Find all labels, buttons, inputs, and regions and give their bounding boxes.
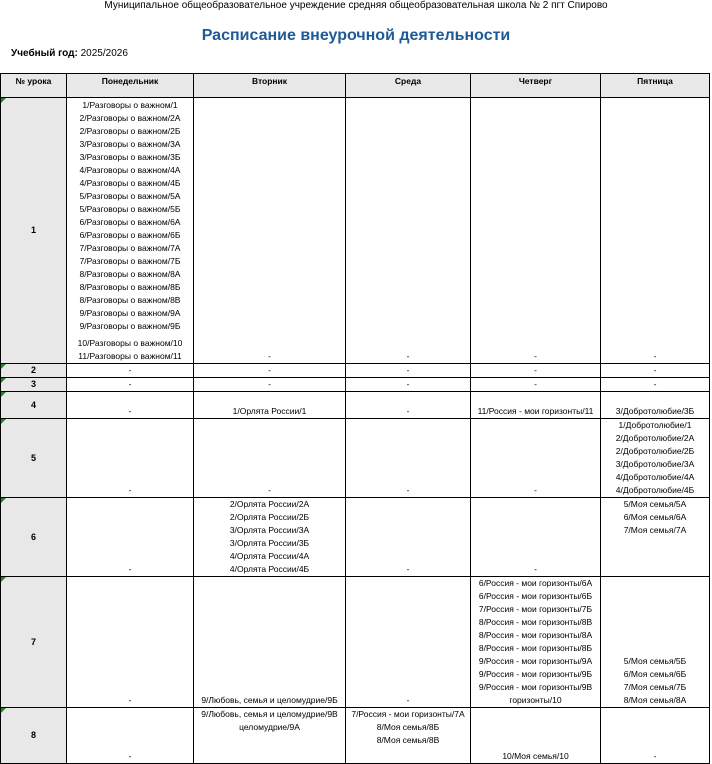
school-year-value: 2025/2026 (80, 48, 128, 59)
lesson-number: 8 (1, 708, 67, 764)
activity-entry: 9/Россия - мои горизонты/9В (478, 682, 593, 692)
activity-entry: - (128, 365, 132, 375)
table-row (1, 419, 710, 498)
cell-friday (601, 392, 710, 419)
activity-entry: горизонты/10 (509, 695, 562, 705)
activity-entry: - (534, 485, 537, 495)
cell-thursday (471, 364, 601, 378)
cell-wednesday (346, 98, 471, 364)
cell-wednesday (346, 708, 471, 764)
cell-thursday (471, 708, 601, 764)
cell-tuesday (194, 708, 346, 764)
school-year-label: Учебный год: (11, 48, 78, 59)
activity-entry: - (534, 379, 537, 389)
activity-entry: 5/Разговоры о важном/5А (79, 191, 181, 201)
activity-entry: 3/Добротолюбие/3А (615, 459, 695, 469)
activity-entry: 2/Разговоры о важном/2Б (79, 126, 181, 136)
activity-entry: целомудрие/9А (239, 722, 300, 732)
activity-entry: - (128, 564, 132, 574)
cell-monday (67, 364, 194, 378)
cell-monday (67, 708, 194, 764)
activity-entry: - (406, 406, 410, 416)
cell-thursday (471, 378, 601, 392)
activity-entry: 1/Орлята России/1 (232, 406, 307, 416)
activity-entry: 9/Любовь, семья и целомудрие/9Б (201, 695, 338, 705)
activity-entry: 10/Разговоры о важном/10 (77, 338, 183, 348)
table-row (1, 378, 710, 392)
activity-entry: 1/Добротолюбие/1 (618, 420, 692, 430)
activity-entry: - (653, 379, 657, 389)
cell-tuesday (194, 98, 346, 364)
activity-entry: - (406, 564, 410, 574)
header-lesson-number: № урока (1, 74, 67, 98)
activity-entry: 6/Моя семья/6А (623, 512, 687, 522)
activity-entry: - (268, 379, 271, 389)
activity-entry: 8/Россия - мои горизонты/8А (478, 630, 593, 640)
cell-friday (601, 498, 710, 577)
activity-entry: - (268, 365, 271, 375)
activity-entry: 9/Россия - мои горизонты/9А (478, 656, 593, 666)
cell-thursday (471, 98, 601, 364)
activity-entry: - (406, 379, 410, 389)
activity-entry: 7/Разговоры о важном/7А (79, 243, 181, 253)
activity-entry: - (128, 406, 132, 416)
header-row (1, 74, 710, 98)
header-tuesday: Вторник (194, 74, 346, 98)
table-row (1, 98, 710, 364)
cell-monday (67, 419, 194, 498)
activity-entry: 4/Добротолюбие/4А (615, 472, 695, 482)
cell-wednesday (346, 419, 471, 498)
cell-thursday (471, 392, 601, 419)
activity-entry: - (653, 351, 657, 361)
activity-entry: - (534, 351, 537, 361)
activity-entry: 6/Моя семья/6Б (623, 669, 687, 679)
activity-entry: 8/Моя семья/8А (623, 695, 687, 705)
activity-entry: 4/Разговоры о важном/4Б (79, 178, 181, 188)
activity-entry: - (406, 365, 410, 375)
cell-tuesday (194, 392, 346, 419)
cell-tuesday (194, 419, 346, 498)
cell-tuesday (194, 378, 346, 392)
cell-monday (67, 392, 194, 419)
activity-entry: 3/Разговоры о важном/3Б (79, 152, 181, 162)
lesson-number: 1 (1, 98, 67, 364)
cell-friday (601, 364, 710, 378)
activity-entry: 3/Орлята России/3Б (229, 538, 310, 548)
table-row (1, 577, 710, 708)
activity-entry: 8/Моя семья/8В (376, 735, 440, 745)
activity-entry: 4/Добротолюбие/4Б (615, 485, 695, 495)
lesson-number: 7 (1, 577, 67, 708)
cell-friday (601, 378, 710, 392)
activity-entry: 7/Разговоры о важном/7Б (79, 256, 181, 266)
activity-entry: - (128, 485, 132, 495)
table-row (1, 392, 710, 419)
activity-entry: 4/Орлята России/4А (229, 551, 310, 561)
cell-tuesday (194, 364, 346, 378)
lesson-number: 5 (1, 419, 67, 498)
school-name: Муниципальное общеобразовательное учреждение средняя общеобразовательная школа № 2 пгт Спирово (104, 0, 608, 11)
activity-entry: 8/Разговоры о важном/8А (79, 269, 181, 279)
cell-wednesday (346, 498, 471, 577)
activity-entry: 9/Разговоры о важном/9А (79, 308, 181, 318)
school-year (11, 48, 128, 60)
header-wednesday: Среда (346, 74, 471, 98)
cell-monday (67, 98, 194, 364)
activity-entry: - (653, 365, 657, 375)
activity-entry: 5/Моя семья/5Б (623, 656, 687, 666)
activity-entry: 3/Добротолюбие/3Б (615, 406, 695, 416)
activity-entry: 9/Разговоры о важном/9Б (79, 321, 181, 331)
activity-entry: 9/Любовь, семья и целомудрие/9В (201, 709, 338, 719)
cell-wednesday (346, 364, 471, 378)
activity-entry: - (534, 365, 537, 375)
activity-entry: 5/Моя семья/5А (623, 499, 687, 509)
activity-entry: 11/Россия - мои горизонты/11 (477, 406, 594, 416)
activity-entry: 2/Орлята России/2А (229, 499, 310, 509)
table-row (1, 708, 710, 764)
header-thursday: Четверг (471, 74, 601, 98)
header-monday: Понедельник (67, 74, 194, 98)
activity-entry: 8/Моя семья/8Б (376, 722, 440, 732)
activity-entry: 6/Разговоры о важном/6А (79, 217, 181, 227)
lesson-number: 2 (1, 364, 67, 378)
activity-entry: - (534, 564, 537, 574)
activity-entry: - (128, 379, 132, 389)
schedule-body (1, 98, 710, 764)
cell-monday (67, 577, 194, 708)
activity-entry: 2/Орлята России/2Б (229, 512, 310, 522)
lesson-number: 4 (1, 392, 67, 419)
cell-friday (601, 98, 710, 364)
activity-entry: - (653, 751, 657, 761)
activity-entry: 10/Моя семья/10 (502, 751, 569, 761)
activity-entry: 11/Разговоры о важном/11 (78, 351, 182, 361)
activity-entry: 7/Россия - мои горизонты/7Б (478, 604, 593, 614)
activity-entry: 5/Разговоры о важном/5Б (79, 204, 181, 214)
activity-entry: 8/Разговоры о важном/8В (79, 295, 181, 305)
cell-monday (67, 498, 194, 577)
activity-entry: 7/Моя семья/7А (623, 525, 687, 535)
cell-friday (601, 708, 710, 764)
activity-entry: 7/Россия - мои горизонты/7А (351, 709, 465, 719)
cell-wednesday (346, 392, 471, 419)
activity-entry: - (406, 485, 410, 495)
cell-thursday (471, 577, 601, 708)
activity-entry: - (128, 751, 132, 761)
activity-entry: 6/Россия - мои горизонты/6Б (478, 591, 593, 601)
activity-entry: 4/Орлята России/4Б (229, 564, 310, 574)
cell-friday (601, 577, 710, 708)
cell-wednesday (346, 577, 471, 708)
activity-entry: 2/Добротолюбие/2Б (615, 446, 695, 456)
activity-entry: 2/Разговоры о важном/2А (79, 113, 181, 123)
table-row (1, 364, 710, 378)
lesson-number: 3 (1, 378, 67, 392)
activity-entry: - (268, 485, 271, 495)
activity-entry: 8/Разговоры о важном/8Б (79, 282, 181, 292)
activity-entry: 8/Россия - мои горизонты/8Б (478, 643, 593, 653)
activity-entry: - (406, 695, 410, 705)
cell-thursday (471, 419, 601, 498)
activity-entry: - (406, 351, 410, 361)
activity-entry: 6/Разговоры о важном/6Б (79, 230, 181, 240)
activity-entry: - (268, 351, 271, 361)
activity-entry: 3/Разговоры о важном/3А (79, 139, 181, 149)
cell-friday (601, 419, 710, 498)
cell-thursday (471, 498, 601, 577)
cell-tuesday (194, 498, 346, 577)
activity-entry: 1/Разговоры о важном/1 (82, 100, 178, 110)
activity-entry: - (128, 695, 132, 705)
activity-entry: 8/Россия - мои горизонты/8В (478, 617, 593, 627)
lesson-number: 6 (1, 498, 67, 577)
header-friday: Пятница (601, 74, 710, 98)
schedule-table (0, 73, 710, 764)
activity-entry: 7/Моя семья/7Б (623, 682, 687, 692)
page-title: Расписание внеурочной деятельности (201, 27, 511, 44)
activity-entry: 9/Россия - мои горизонты/9Б (478, 669, 593, 679)
table-row (1, 498, 710, 577)
activity-entry: 4/Разговоры о важном/4А (79, 165, 181, 175)
cell-tuesday (194, 577, 346, 708)
cell-wednesday (346, 378, 471, 392)
activity-entry: 6/Россия - мои горизонты/6А (478, 578, 593, 588)
activity-entry: 2/Добротолюбие/2А (615, 433, 695, 443)
cell-monday (67, 378, 194, 392)
activity-entry: 3/Орлята России/3А (229, 525, 310, 535)
